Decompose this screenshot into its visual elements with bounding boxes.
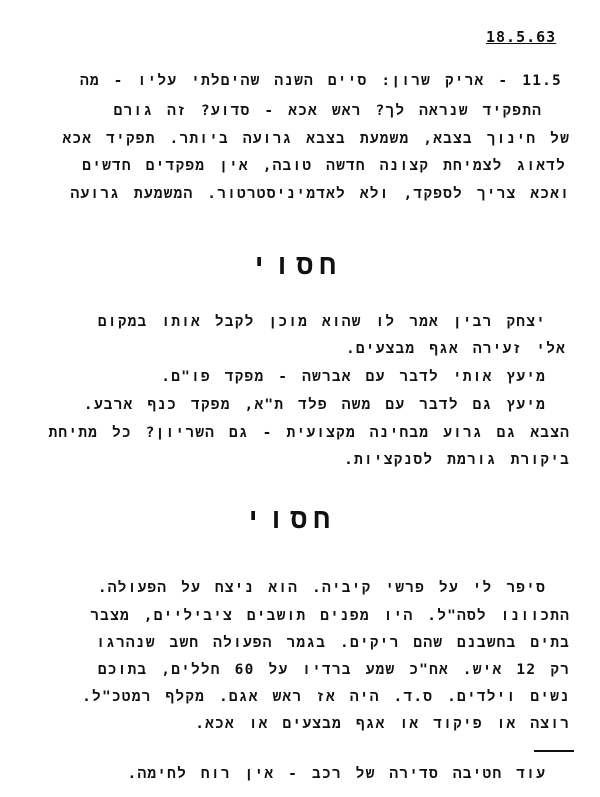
text-line: נשים וילדים. ס.ד. היה אז ראש אגם. מקלף רמטכ"ל. — [82, 689, 570, 705]
text-line: של חינוך בצבא, משמעת בצבא גרועה ביותר. תפקיד אכא — [62, 131, 570, 147]
text-line: עוד חטיבה סדירה של רכב - אין רוח לחימה. — [127, 766, 546, 782]
text-line: יצחק רבין אמר לו שהוא מוכן לקבל אותו במקום — [97, 314, 546, 330]
text-line: בתים בחשבנם שהם ריקים. בגמר הפעולה חשב שנהרגו — [96, 635, 570, 651]
classification-heading: חסוי — [250, 248, 342, 281]
text-line: התכוונו לסה"ל. היו מפנים תושבים ציביליים, מצבר — [90, 608, 570, 624]
text-line: הצבא גם גרוע מבחינה מקצועית - גם השריון? כל מתיחת — [48, 425, 570, 441]
divider-rule — [534, 750, 574, 752]
text-line: אלי זעירה אגף מבצעים. — [345, 341, 566, 357]
text-line: מיעץ אותי לדבר עם אברשה - מפקד פו"ם. — [161, 369, 546, 385]
text-line: לדאוג לצמיחת קצונה חדשה טובה, אין מפקדים חדשים — [82, 158, 566, 174]
text-line: ביקורת גורמת לסנקציות. — [344, 452, 570, 468]
text-line: התפקיד שנראה לך? ראש אכא - סדוע? זה גורם — [113, 103, 542, 119]
classification-heading: חסוי — [244, 502, 336, 535]
text-line: מיעץ גם לדבר עם משה פלד ת"א, מפקד כנף ארבע. — [83, 397, 546, 413]
text-line: רוצה או פיקוד או אגף מבצעים או אכא. — [195, 716, 570, 732]
document-date: 18.5.63 — [486, 28, 557, 46]
text-line: ואכא צריך לספקד, ולא לאדמיניסטרטור. המשמעת גרועה — [70, 186, 570, 202]
text-line: 11.5 - אריק שרון: סיים השנה שהיםלתי עליו - מה — [79, 73, 562, 89]
text-line: סיפר לי על פרשי קיביה. הוא ניצח על הפעולה. — [97, 580, 546, 596]
text-line: רק 12 איש. אח"כ שמע ברדיו על 60 חללים, בתוכם — [97, 662, 570, 678]
